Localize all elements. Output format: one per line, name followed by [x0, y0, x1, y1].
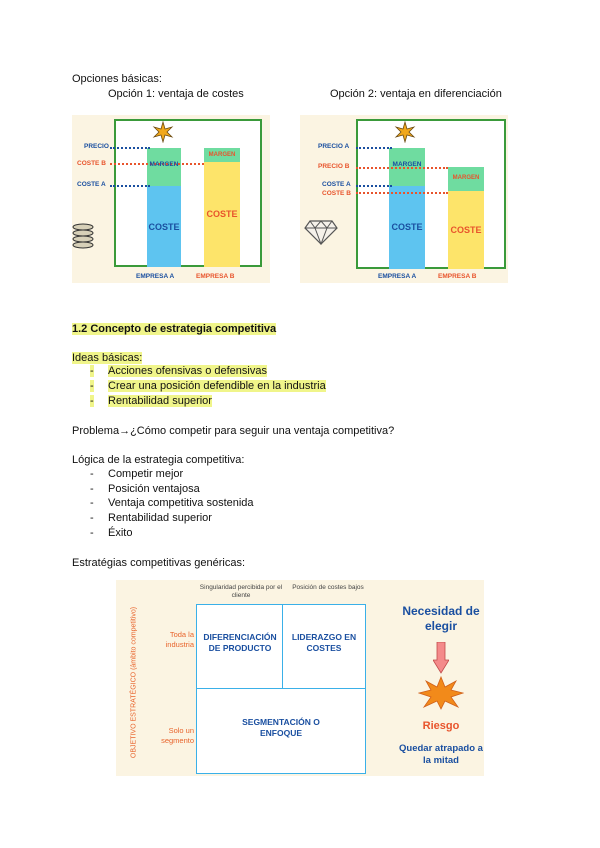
problema-text: Problema→¿Cómo competir para seguir una ventaja competitiva?	[72, 425, 395, 437]
option1-title: Opción 1: ventaja de costes	[108, 88, 244, 100]
figure-cost-advantage	[72, 115, 270, 283]
idea-item: Acciones ofensivas o defensivas	[108, 365, 267, 377]
bar-b-margen: MARGEN	[452, 175, 480, 181]
star-icon	[394, 121, 416, 143]
cell-liderazgo: LIDERAZGO EN COSTES	[291, 632, 357, 653]
col-header-costes: Posición de costes bajos	[292, 584, 364, 591]
logica-item: Competir mejor	[108, 468, 184, 480]
empresa-a-label: EMPRESA A	[378, 273, 417, 280]
bar-a-coste: COSTE	[148, 222, 180, 232]
riesgo-text: Riesgo	[422, 720, 460, 732]
bar-b-margen: MARGEN	[208, 152, 236, 158]
bar-a-coste: COSTE	[391, 222, 423, 232]
quedar-text: Quedar atrapado a la mitad	[399, 743, 483, 766]
label-coste-a: COSTE A	[322, 181, 351, 188]
row-label-segmento: Solo un segmento	[161, 726, 194, 745]
label-coste-a: COSTE A	[77, 181, 106, 188]
cell-segmentacion: SEGMENTACIÓN O ENFOQUE	[242, 717, 320, 738]
idea-item: Crear una posición defendible en la industria	[108, 380, 326, 392]
explosion-icon	[418, 676, 464, 710]
label-coste-b: COSTE B	[322, 190, 351, 197]
necesidad-text: Necesidad de elegir	[402, 604, 480, 633]
star-icon	[152, 121, 174, 143]
logica-item: Rentabilidad superior	[108, 512, 212, 524]
cell-diferenciacion: DIFERENCIACIÓN DE PRODUCTO	[203, 632, 277, 653]
empresa-b-label: EMPRESA B	[196, 273, 235, 280]
idea-item: Rentabilidad superior	[108, 395, 212, 407]
estrategias-title: Estratégias competitivas genéricas:	[72, 557, 246, 569]
label-precio-b: PRECIO B	[318, 163, 350, 170]
empresa-b-label: EMPRESA B	[438, 273, 477, 280]
empresa-a-label: EMPRESA A	[136, 273, 175, 280]
logica-item: Éxito	[108, 527, 133, 539]
logica-item: Posición ventajosa	[108, 483, 200, 495]
coins-icon	[72, 219, 94, 249]
option2-title: Opción 2: ventaja en diferenciación	[330, 88, 502, 100]
label-coste-b: COSTE B	[77, 160, 106, 167]
bar-a-margen: MARGEN	[392, 161, 422, 168]
generic-strategies-figure	[116, 580, 484, 776]
diamond-icon	[304, 219, 338, 245]
ideas-title: Ideas básicas:	[72, 352, 143, 364]
bar-b-coste: COSTE	[206, 209, 238, 219]
label-precio-a: PRECIO A	[318, 143, 350, 150]
row-axis-label: OBJETIVO ESTRATÉGICO (ámbito competitivo)	[130, 606, 138, 759]
bar-b-coste: COSTE	[450, 225, 482, 235]
row-label-industria: Toda la industria	[165, 630, 194, 649]
options-title: Opciones básicas:	[72, 73, 162, 85]
bar-a-margen: MARGEN	[149, 161, 179, 168]
logica-item: Ventaja competitiva sostenida	[108, 497, 254, 509]
arrow-down-icon	[433, 642, 449, 674]
figure-differentiation-advantage	[300, 115, 508, 283]
section-heading: 1.2 Concepto de estrategia competitiva	[72, 323, 277, 335]
label-precio: PRECIO	[84, 143, 109, 150]
col-header-singularidad: Singularidad percibida por el cliente	[199, 584, 283, 599]
logica-title: Lógica de la estrategia competitiva:	[72, 454, 245, 466]
